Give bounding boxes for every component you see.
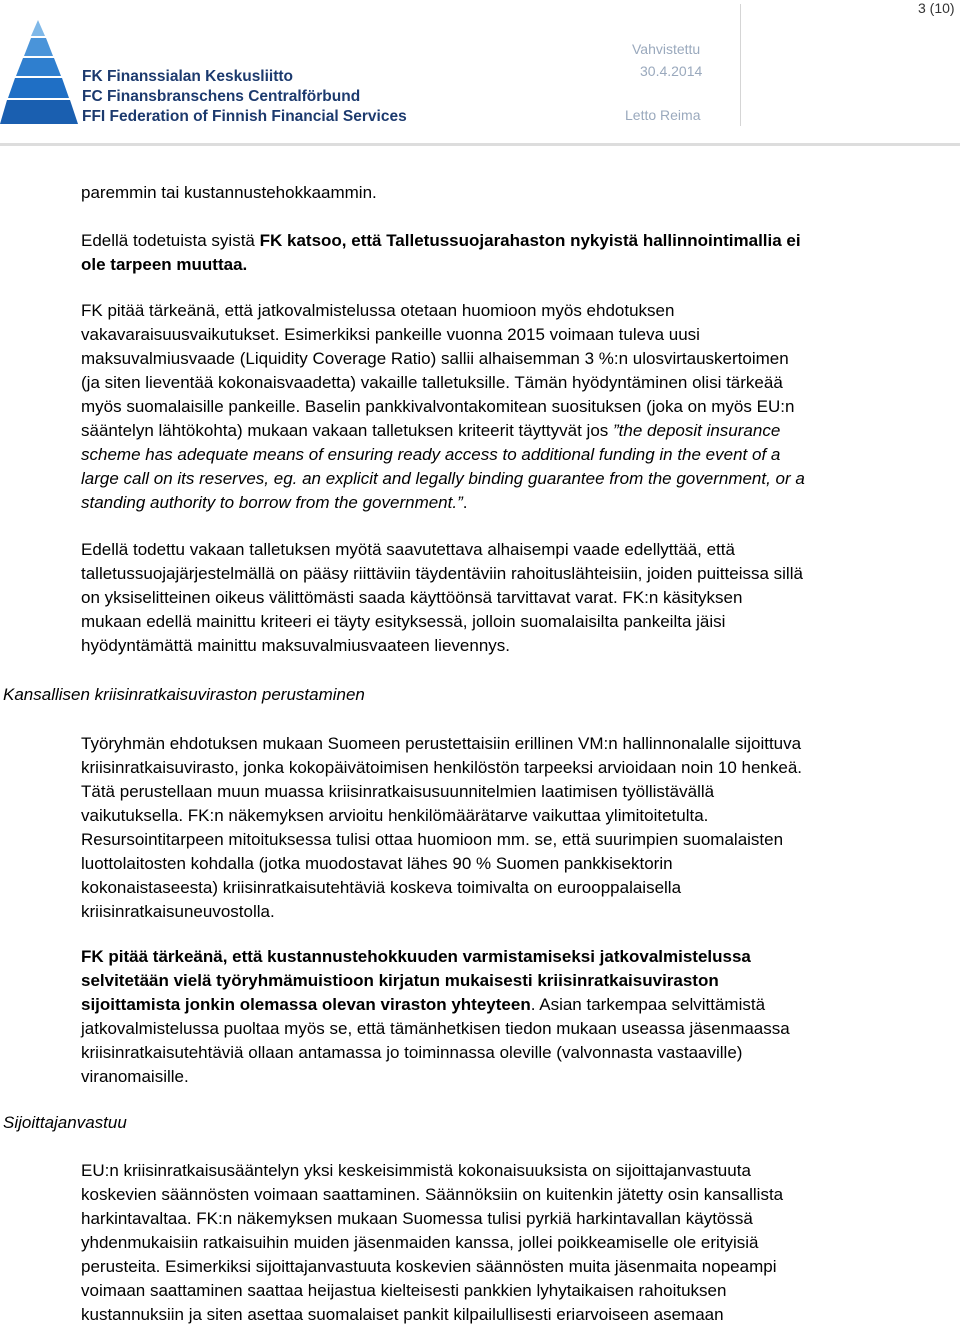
- text-line: [81, 419, 960, 443]
- text-line: jatkovalmistelussa puoltaa myös se, että tämänhetkisen tiedon mukaan useassa jäsenmaassa: [81, 1019, 790, 1038]
- text-line: kustannuksiin ja siten asettaa suomalaiset pankit kilpailullisesti eriarvoiseen asemaan: [81, 1305, 724, 1324]
- italic-quote: large call on its reserves, eg. an explicit and legally binding guarantee from the government, or a: [81, 469, 805, 488]
- text-run: sääntelyn lähtökohta) mukaan vakaan talletuksen kriteerit täyttyvät jos: [81, 421, 614, 440]
- text-run: Edellä todetuista syistä: [81, 231, 260, 250]
- paragraph-2: [81, 229, 960, 277]
- text-line: hyödyntämättä mainittu maksuvalmiusvaateen lievennys.: [81, 636, 510, 655]
- bold-text: FK katsoo, että Talletussuojarahaston nykyistä hallinnointimallia ei: [259, 231, 801, 250]
- text-line: voimaan saattaminen saattaa heijastua kielteisesti pankkien lyhytaikaisen rahoituksen: [81, 1281, 727, 1300]
- text-line: harkintavaltaa. FK:n näkemyksen mukaan Suomessa tulisi pyrkiä harkintavallan käytössä: [81, 1209, 753, 1228]
- text-line: viranomaisille.: [81, 1067, 189, 1086]
- bold-text: selvitetään vielä työryhmämuistioon kirjatun mukaisesti kriisinratkaisuviraston: [81, 971, 719, 990]
- header-vertical-divider: [740, 4, 741, 126]
- text-line: mukaan edellä mainittu kriteeri ei täyty esityksessä, jolloin suomalaisilta pankeilta jäisi: [81, 612, 726, 631]
- text-line: kriisinratkaisuvirasto, jonka kokopäivätoimisen henkilöstön tarpeeksi arvioidaan noin 10 henkeä.: [81, 758, 803, 777]
- text-line: EU:n kriisinratkaisusääntelyn yksi keskeisimmistä kokonaisuuksista on sijoittajanvastuuta: [81, 1161, 751, 1180]
- text-line: kriisinratkaisutehtäviä ollaan antamassa jo toiminnassa oleville (valvonnasta vastaaville): [81, 1043, 743, 1062]
- text-line: [81, 467, 960, 491]
- logo-line-fk: FK Finanssialan Keskusliitto: [82, 68, 294, 85]
- text-line: koskevien säännösten voimaan saattaminen. Säännöksiin on kuitenkin jätetty osin kansallista: [81, 1185, 784, 1204]
- italic-quote: standing authority to borrow from the government.”: [81, 493, 463, 512]
- doc-author: Letto Reima: [625, 107, 701, 123]
- text-line: FK pitää tärkeänä, että jatkovalmistelussa otetaan huomioon myös ehdotuksen: [81, 301, 675, 320]
- paragraph-4: [81, 538, 960, 658]
- paragraph-5: [81, 732, 960, 924]
- logo-line-fc: FC Finansbranschens Centralförbund: [82, 88, 361, 105]
- section-heading-investor-liability: Sijoittajanvastuu: [3, 1113, 127, 1132]
- fk-logo: [0, 18, 407, 128]
- text-line: [81, 969, 960, 993]
- paragraph-1: [81, 181, 960, 205]
- text-line: on yksiselitteinen oikeus välittömästi saada käyttöönsä tarvittavat varat. FK:n käsityksen: [81, 588, 743, 607]
- text-run: .: [462, 493, 468, 512]
- paragraph-3: [81, 299, 960, 515]
- text-line: vaikutuksella. FK:n näkemyksen arvioitu henkilömäärätarve vaikuttaa ylimitoitetulta.: [81, 806, 709, 825]
- text-line: maksuvalmiusvaade (Liquidity Coverage Ratio) sallii alhaisemman 3 %:n ulosvirtauskertoimen: [81, 349, 789, 368]
- text-line: [81, 443, 960, 467]
- text-line: talletussuojajärjestelmällä on pääsy riittäviin täydentäviin rahoituslähteisiin, joiden puitteissa sillä: [81, 564, 803, 583]
- paragraph-7: [81, 1159, 960, 1327]
- text-line: Työryhmän ehdotuksen mukaan Suomeen perustettaisiin erillinen VM:n hallinnonalalle sijoittuva: [81, 734, 802, 753]
- text-line: paremmin tai kustannustehokkaammin.: [81, 183, 377, 202]
- paragraph-6: [81, 945, 960, 1089]
- text-line: kokonaistaseesta) kriisinratkaisutehtäviä koskeva toimivalta on eurooppalaisella: [81, 878, 682, 897]
- text-run: . Asian tarkempaa selvittämistä: [530, 995, 766, 1014]
- text-line: Resursointitarpeen mitoituksessa tulisi ottaa huomioon mm. se, että suurimpien suomalaisten: [81, 830, 784, 849]
- text-line: yhdenmukaisiin ratkaisuihin muiden jäsenmaiden kanssa, jollei poikkeamiselle ole erityisiä: [81, 1233, 759, 1252]
- logo-line-ffi: FFI Federation of Finnish Financial Services: [82, 108, 407, 125]
- italic-quote: ”the deposit insurance: [613, 421, 781, 440]
- italic-quote: scheme has adequate means of ensuring ready access to additional funding in the event of a: [81, 445, 781, 464]
- text-line: kriisinratkaisuneuvostolla.: [81, 902, 275, 921]
- bold-text: FK pitää tärkeänä, että kustannustehokkuuden varmistamiseksi jatkovalmistelussa: [81, 947, 751, 966]
- text-line: perusteita. Esimerkiksi sijoittajanvastuuta koskevien säännösten muita jäsenmaita nopeampi: [81, 1257, 777, 1276]
- section-heading-resolution-authority: Kansallisen kriisinratkaisuviraston perustaminen: [3, 685, 365, 704]
- fk-logo-mark-icon: [0, 18, 80, 128]
- text-line: myös suomalaisille pankeille. Baselin pankkivalvontakomitean suosituksen (joka on myös EU:n: [81, 397, 795, 416]
- text-line: [81, 945, 960, 969]
- bold-text: ole tarpeen muuttaa.: [81, 255, 248, 274]
- page-number: 3 (10): [918, 0, 955, 16]
- text-line: Edellä todettu vakaan talletuksen myötä saavutettava alhaisempi vaade edellyttää, että: [81, 540, 735, 559]
- text-line: Tätä perustellaan muun muassa kriisinratkaisusuunnitelmien laatimisen työllistävällä: [81, 782, 715, 801]
- text-line: luottolaitosten kohdalla (jotka muodostavat lähes 90 % Suomen pankkisektorin: [81, 854, 673, 873]
- text-line: [81, 491, 960, 515]
- text-line: [81, 993, 960, 1017]
- bold-text: sijoittamista jonkin olemassa olevan viraston yhteyteen: [81, 995, 531, 1014]
- text-line: (ja siten lieventää kokonaisvaadetta) vakaille talletuksille. Tämän hyödyntäminen olisi tärkeää: [81, 373, 783, 392]
- text-line: [81, 229, 960, 253]
- doc-status: Vahvistettu: [632, 41, 701, 57]
- header-divider: [0, 143, 960, 146]
- text-line: [81, 253, 960, 277]
- text-line: vakavaraisuusvaikutukset. Esimerkiksi pankeille vuonna 2015 voimaan tuleva uusi: [81, 325, 700, 344]
- doc-date: 30.4.2014: [640, 63, 703, 79]
